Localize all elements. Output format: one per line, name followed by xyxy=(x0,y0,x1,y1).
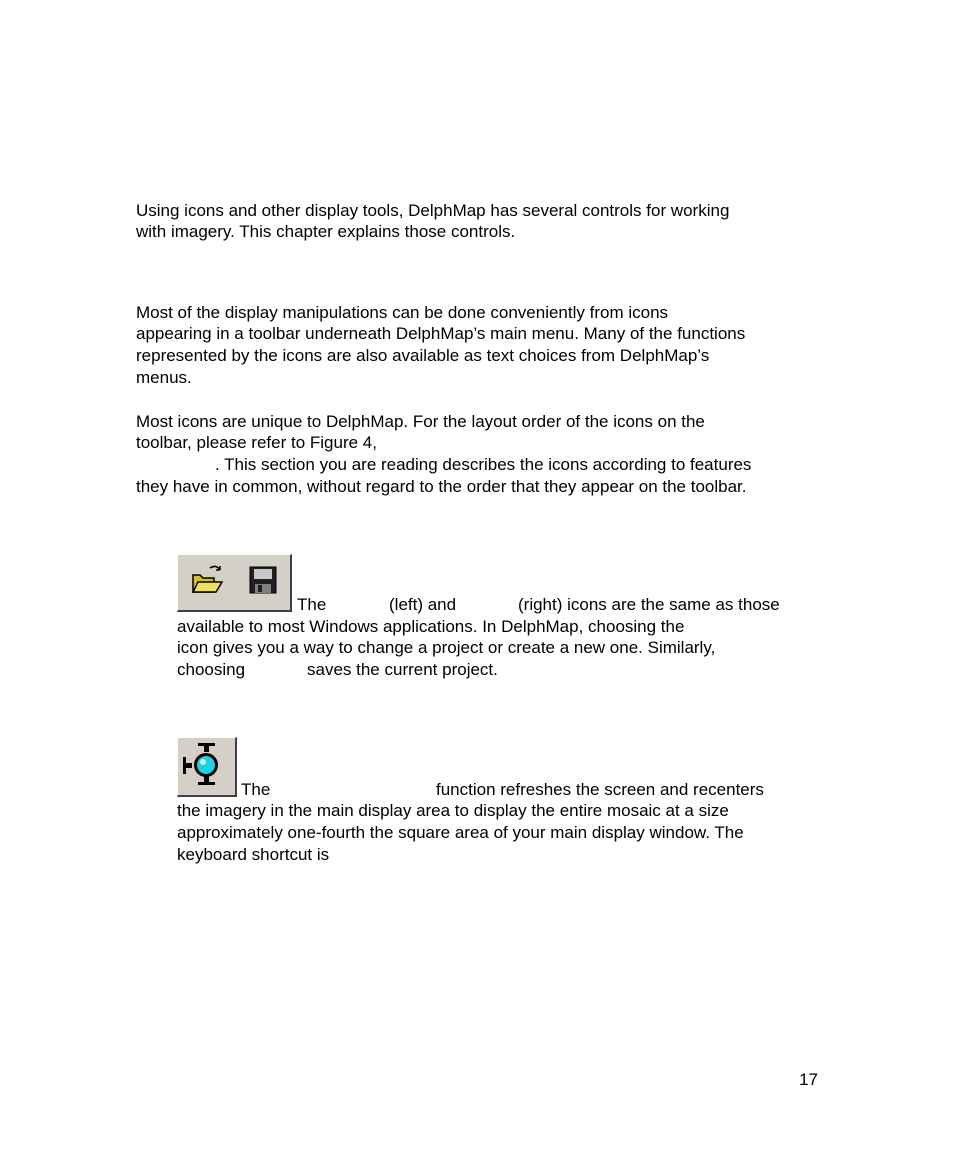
para2-line-2: toolbar, please refer to Figure 4, xyxy=(136,433,377,452)
open-folder-icon xyxy=(193,566,222,592)
open-save-the: The xyxy=(297,595,327,614)
open-save-icons-graphic xyxy=(178,555,290,610)
open-save-toolbar-image xyxy=(177,554,292,612)
recenter-refresh-icon xyxy=(178,738,235,795)
refresh-line-3: approximately one-fourth the square area of your main display window. The xyxy=(177,823,744,842)
open-save-line-4a: choosing xyxy=(177,660,246,679)
refresh-line-4: keyboard shortcut is xyxy=(177,845,330,864)
save-disk-icon xyxy=(250,567,276,593)
para2-line-4: they have in common, without regard to the order that they appear on the toolbar. xyxy=(136,477,747,496)
para1-line-3: represented by the icons are also available as text choices from DelphMap’s xyxy=(136,346,710,365)
open-save-right-text: (right) icons are the same as those xyxy=(518,595,780,614)
open-save-line-4b: saves the current project. xyxy=(307,660,498,679)
open-save-line-3: icon gives you a way to change a project or create a new one. Similarly, xyxy=(177,638,716,657)
open-save-line-2: available to most Windows applications. In DelphMap, choosing the xyxy=(177,617,685,636)
para1-line-4: menus. xyxy=(136,368,192,387)
refresh-toolbar-image xyxy=(177,737,237,797)
refresh-the: The xyxy=(241,780,271,799)
refresh-line-2: the imagery in the main display area to display the entire mosaic at a size xyxy=(177,801,729,820)
page-number: 17 xyxy=(799,1070,818,1089)
intro-line-1: Using icons and other display tools, DelphMap has several controls for working xyxy=(136,201,730,220)
para2-line-3: . This section you are reading describes the icons according to features xyxy=(215,455,752,474)
refresh-line-1b: function refreshes the screen and recenters xyxy=(436,780,764,799)
open-save-left-text: (left) and xyxy=(389,595,457,614)
para1-line-2: appearing in a toolbar underneath DelphMap’s main menu. Many of the functions xyxy=(136,324,746,343)
para1-line-1: Most of the display manipulations can be done conveniently from icons xyxy=(136,303,669,322)
intro-line-2: with imagery. This chapter explains those controls. xyxy=(136,222,516,241)
para2-line-1: Most icons are unique to DelphMap. For the layout order of the icons on the xyxy=(136,412,705,431)
